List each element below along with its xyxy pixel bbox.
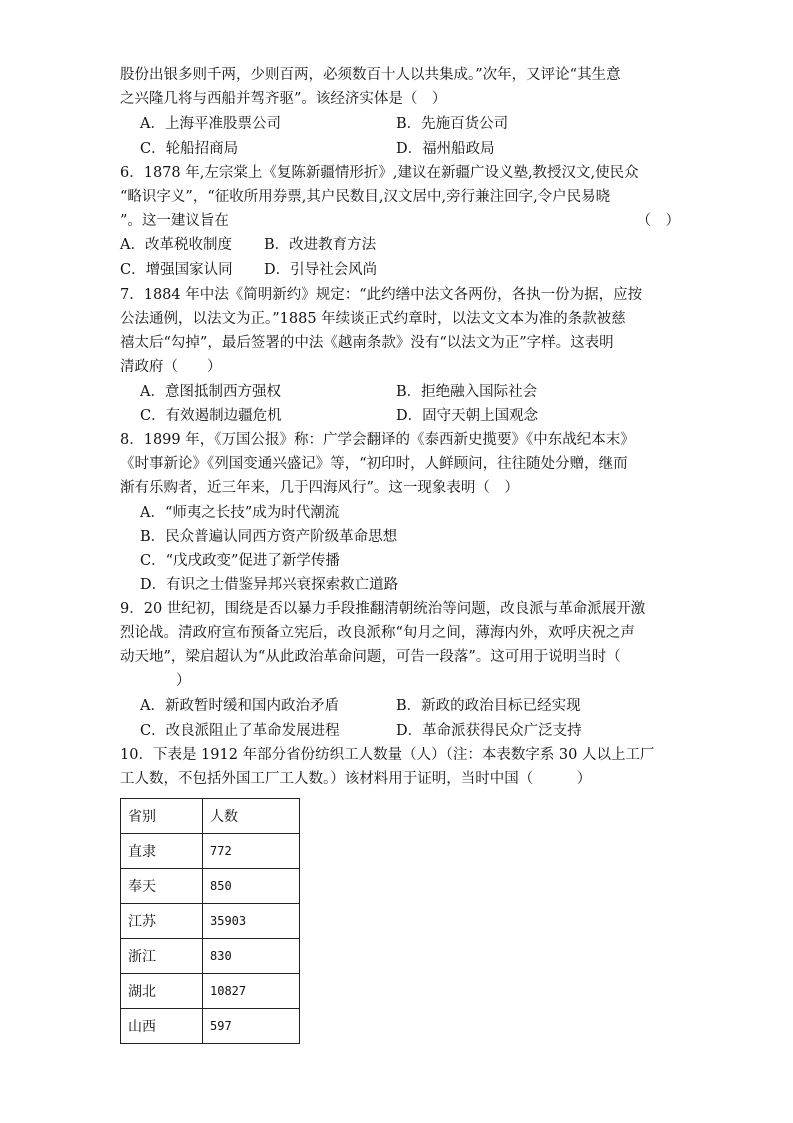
q7-line-1: 7．1884 年中法《简明新约》规定：“此约缮中法文各两份，各执一份为据，应按	[120, 287, 643, 303]
q8-line-1: 8．1899 年，《万国公报》称：广学会翻译的《泰西新史揽要》《中东战纪本末》	[120, 432, 635, 448]
q9-option-a: A．新政暂时缓和国内政治矛盾	[140, 698, 339, 714]
q10-line-2: 工人数，不包括外国工厂工人数。）该材料用于证明，当时中国（ ）	[120, 771, 592, 787]
table-cell-province: 山西	[121, 1009, 203, 1044]
q7-line-3: 禧太后“勾掉”，最后签署的中法《越南条款》没有“以法文为正”字样。这表明	[120, 335, 614, 351]
q6-line-3	[120, 209, 680, 233]
q9-option-b: B．新政的政治目标已经实现	[396, 698, 581, 714]
table-cell-province: 奉天	[121, 869, 203, 904]
q10-line-1: 10．下表是 1912 年部分省份纺织工人数量（人）（注：本表数字系 30 人以上工厂	[120, 747, 655, 763]
q6-option-b: B．改进教育方法	[264, 237, 377, 253]
q6-option-a: A．改革税收制度	[120, 237, 232, 253]
table-header-province: 省别	[121, 799, 203, 834]
q7-option-c: C．有效遏制边疆危机	[140, 408, 282, 424]
q6-line-3-text: ”。这一建议旨在	[120, 213, 229, 229]
q5-option-c: C．轮船招商局	[140, 141, 239, 157]
q6-line-2: “略识字义”，“征收所用券票,其户民数目,汉文居中,旁行兼注回字,令户民易晓	[120, 189, 611, 205]
table-cell-count: 850	[203, 869, 300, 904]
q7-line-2: 公法通例，以法文为正。”1885 年续谈正式约章时，以法文文本为准的条款被慈	[120, 311, 626, 327]
q9-line-3: 动天地”，梁启超认为“从此政治革命问题，可告一段落”。这可用于说明当时（	[120, 649, 621, 665]
q9-line-2: 烈论战。清政府宣布预备立宪后，改良派称“旬月之间，薄海内外，欢呼庆祝之声	[120, 625, 635, 641]
table-row	[121, 1009, 300, 1044]
q8-option-b: B．民众普遍认同西方资产阶级革命思想	[140, 529, 398, 545]
q9-option-c: C．改良派阻止了革命发展进程	[140, 723, 340, 739]
table-cell-province: 湖北	[121, 974, 203, 1009]
table-row	[121, 869, 300, 904]
q6-option-c: C．增强国家认同	[120, 262, 233, 278]
table-row	[121, 974, 300, 1009]
q5-line-1: 股份出银多则千两，少则百两，必须数百十人以共集成。”次年，又评论“其生意	[120, 67, 621, 83]
table-cell-count: 35903	[203, 904, 300, 939]
table-cell-count: 597	[203, 1009, 300, 1044]
q7-line-4: 清政府（ ）	[120, 359, 222, 375]
table-cell-count: 830	[203, 939, 300, 974]
q8-option-a: A．“师夷之长技”成为时代潮流	[140, 505, 340, 521]
q9-line-4: ）	[176, 673, 191, 689]
table-cell-count: 10827	[203, 974, 300, 1009]
table-cell-count: 772	[203, 834, 300, 869]
q5-option-b: B．先施百货公司	[396, 116, 509, 132]
textile-workers-table	[120, 798, 300, 1044]
q6-option-d: D．引导社会风尚	[264, 262, 378, 278]
table-cell-province: 直隶	[121, 834, 203, 869]
q8-option-c: C．“戊戌政变”促进了新学传播	[140, 553, 340, 569]
q6-answer-bracket: （ ）	[636, 213, 680, 229]
table-row	[121, 834, 300, 869]
q8-line-2: 《时事新论》《列国变通兴盛记》等，“初印时，人鲜顾问，往往随处分赠，继而	[120, 456, 628, 472]
table-header-count: 人数	[203, 799, 300, 834]
q7-option-b: B．拒绝融入国际社会	[396, 384, 538, 400]
table-row	[121, 904, 300, 939]
q5-option-a: A．上海平准股票公司	[140, 116, 281, 132]
table-cell-province: 江苏	[121, 904, 203, 939]
q7-option-d: D．固守天朝上国观念	[396, 408, 539, 424]
q9-line-1: 9．20 世纪初，围绕是否以暴力手段推翻清朝统治等问题，改良派与革命派展开激	[120, 601, 646, 617]
table-row	[121, 939, 300, 974]
q8-line-3: 渐有乐购者，近三年来，几于四海风行”。这一现象表明（ ）	[120, 480, 519, 496]
q9-option-d: D．革命派获得民众广泛支持	[396, 723, 582, 739]
table-cell-province: 浙江	[121, 939, 203, 974]
table-header-row	[121, 799, 300, 834]
q7-option-a: A．意图抵制西方强权	[140, 384, 281, 400]
q5-option-d: D．福州船政局	[396, 141, 495, 157]
q6-line-1: 6．1878 年,左宗棠上《复陈新疆情形折》,建议在新疆广设义塾,教授汉文,使民众	[120, 165, 639, 181]
q5-line-2: 之兴隆几将与西船并驾齐驱”。该经济实体是（ ）	[120, 91, 447, 107]
q8-option-d: D．有识之士借鉴异邦兴衰探索救亡道路	[140, 577, 399, 593]
